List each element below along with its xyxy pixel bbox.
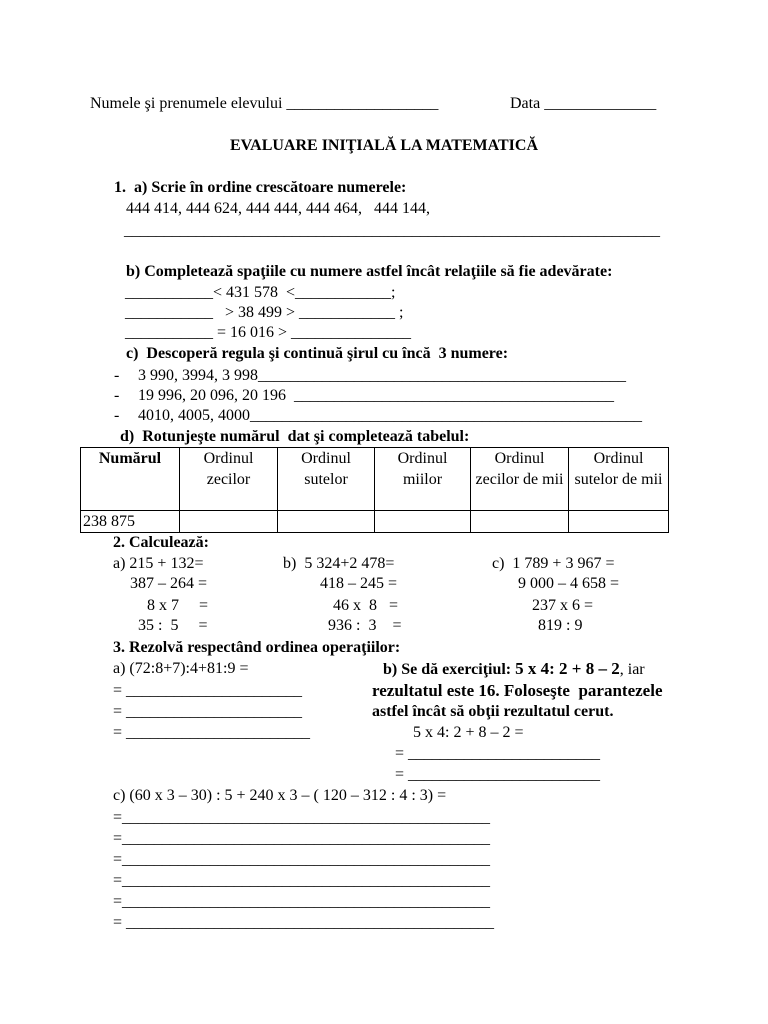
ex3b-instruction: . Foloseşte parantezele	[495, 681, 663, 700]
ex2-a-4[interactable]: 35 : 5 =	[138, 617, 208, 634]
ex2-a-1[interactable]: a) 215 + 132=	[113, 555, 204, 572]
date-field[interactable]: Data ______________	[510, 95, 657, 112]
ex3-heading: 3. Rezolvă respectând ordinea operaţiilor:	[113, 639, 401, 656]
ex3a-line-2[interactable]: = ______________________	[113, 703, 303, 720]
ex1c-bullet-2: -	[114, 387, 120, 404]
table-cell-tens[interactable]	[180, 511, 278, 533]
ex1c-bullet-3: -	[114, 407, 120, 424]
table-header-hundreds: Ordinul sutelor	[278, 448, 375, 511]
ex3b-line-2[interactable]: = ________________________	[395, 766, 601, 783]
ex2-b-2[interactable]: 418 – 245 =	[320, 575, 398, 592]
ex3b-statement-3: astfel încât să obţii rezultatul cerut.	[372, 703, 614, 720]
table-header-hundred-thousands: Ordinul sutelor de mii	[569, 448, 669, 511]
ex3b-suffix: , iar	[619, 661, 645, 678]
ex3c-line-2[interactable]: =______________________________________________	[113, 830, 491, 847]
ex1c-sequence-3[interactable]: 4010, 4005, 4000_________________________________________________	[138, 407, 642, 424]
ex1d-heading: d) Rotunjeşte numărul dat şi completează tabelul:	[120, 428, 470, 445]
ex3a-line-1[interactable]: = ______________________	[113, 682, 303, 699]
ex2-b-3[interactable]: 46 x 8 =	[333, 597, 399, 614]
ex1a-numbers: 444 414, 444 624, 444 444, 444 464, 444 144,	[126, 200, 430, 217]
ex3b-result: rezultatul este 16	[372, 681, 496, 700]
ex3c-line-6[interactable]: = ______________________________________________	[113, 914, 495, 931]
student-name-field[interactable]: Numele şi prenumele elevului ___________________	[90, 95, 439, 112]
table-cell-hundreds[interactable]	[278, 511, 375, 533]
ex2-c-3[interactable]: 237 x 6 =	[532, 597, 594, 614]
ex2-a-3[interactable]: 8 x 7 =	[147, 597, 209, 614]
ex3c-line-1[interactable]: =______________________________________________	[113, 809, 491, 826]
table-header-tens: Ordinul zecilor	[180, 448, 278, 511]
ex3c-line-3[interactable]: =______________________________________________	[113, 851, 491, 868]
ex3a-line-3[interactable]: = _______________________	[113, 724, 311, 741]
ex2-c-1[interactable]: c) 1 789 + 3 967 =	[492, 555, 615, 572]
ex1b-line-2[interactable]: ___________ > 38 499 > ____________ ;	[125, 304, 404, 321]
ex3c-expression: c) (60 x 3 – 30) : 5 + 240 x 3 – ( 120 – 312 : 4 : 3) =	[113, 787, 447, 804]
ex3a-expression: a) (72:8+7):4+81:9 =	[113, 660, 249, 677]
ex2-b-4[interactable]: 936 : 3 =	[328, 617, 402, 634]
ex1b-line-3[interactable]: ___________ = 16 016 > _______________	[125, 324, 412, 341]
ex3b-prefix: b) Se dă exerciţiul:	[383, 661, 516, 678]
ex1c-sequence-2[interactable]: 19 996, 20 096, 20 196 ________________________________________	[138, 387, 614, 404]
ex2-a-2[interactable]: 387 – 264 =	[130, 575, 208, 592]
ex1c-bullet-1: -	[114, 367, 120, 384]
table-cell-thousands[interactable]	[375, 511, 471, 533]
page-title: EVALUARE INIŢIALĂ LA MATEMATICĂ	[229, 137, 539, 154]
ex1b-line-1[interactable]: ___________< 431 578 <____________;	[125, 284, 396, 301]
table-cell-number: 238 875	[81, 511, 180, 533]
table-header-thousands: Ordinul miilor	[375, 448, 471, 511]
rounding-table	[80, 447, 669, 533]
ex1c-sequence-1[interactable]: 3 990, 3994, 3 998______________________________________________	[138, 367, 626, 384]
ex2-c-2[interactable]: 9 000 – 4 658 =	[518, 575, 620, 592]
ex1a-heading: 1. a) Scrie în ordine crescătoare numerele:	[114, 179, 407, 196]
ex3b-expression: 5 x 4: 2 + 8 – 2	[515, 659, 620, 678]
ex3b-line-1[interactable]: = ________________________	[395, 745, 601, 762]
table-cell-hundred-thousands[interactable]	[569, 511, 669, 533]
ex1c-heading: c) Descoperă regula şi continuă şirul cu încă 3 numere:	[126, 345, 509, 362]
ex2-c-4[interactable]: 819 : 9	[538, 617, 583, 634]
ex3b-statement-1	[383, 659, 645, 680]
ex3c-line-5[interactable]: =______________________________________________	[113, 893, 491, 910]
table-cell-ten-thousands[interactable]	[471, 511, 569, 533]
table-header-number: Numărul	[81, 448, 180, 511]
ex2-heading: 2. Calculează:	[113, 534, 209, 551]
ex1b-heading: b) Completează spaţiile cu numere astfel încât relaţiile să fie adevărate:	[126, 263, 613, 280]
table-header-ten-thousands: Ordinul zecilor de mii	[471, 448, 569, 511]
ex3b-repeat-expression: 5 x 4: 2 + 8 – 2 =	[413, 724, 524, 741]
ex2-b-1[interactable]: b) 5 324+2 478=	[283, 555, 395, 572]
ex3b-statement-2	[372, 681, 663, 701]
ex1a-answer-line[interactable]: ___________________________________________________________________	[124, 222, 660, 239]
ex3c-line-4[interactable]: =______________________________________________	[113, 872, 491, 889]
